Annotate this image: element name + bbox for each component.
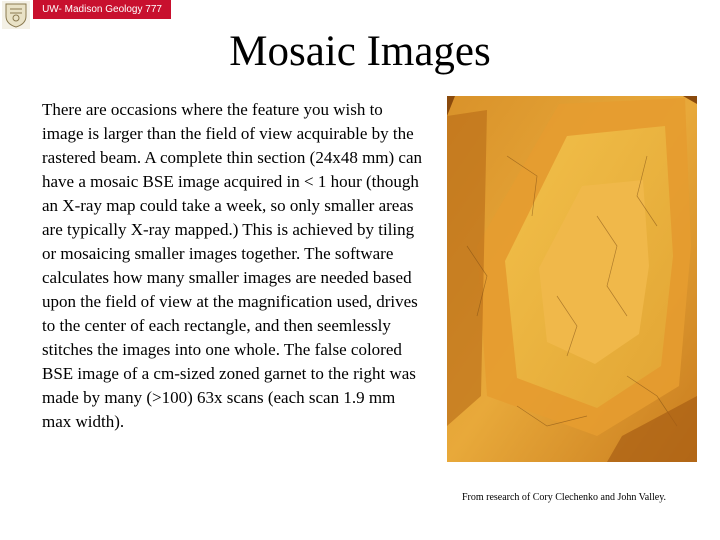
page-title: Mosaic Images	[229, 28, 491, 75]
body-paragraph: There are occasions where the feature you wish to image is larger than the field of view acquirable by the rastered beam. A complete thin section (24x48 mm) can have a mosaic BSE image acquired in < 1 hour (though an X-ray map could take a week, so only smaller areas are typically X-ray mapped.) This is achieved by tiling or mosaicing smaller images together. The software calculates how many smaller images are needed based upon the field of view at the magnification used, drives to the center of each rectangle, and then seemlessly stitches the images into one whole. The false colored BSE image of a cm-sized zoned garnet to the right was made by many (>100) 63x scans (each scan 1.9 mm max width).	[42, 100, 423, 431]
university-seal-icon	[2, 1, 30, 29]
figure-caption: From research of Cory Clechenko and John Valley.	[461, 492, 667, 503]
garnet-bse-mosaic-image	[447, 96, 697, 462]
course-badge: UW- Madison Geology 777	[33, 0, 171, 19]
